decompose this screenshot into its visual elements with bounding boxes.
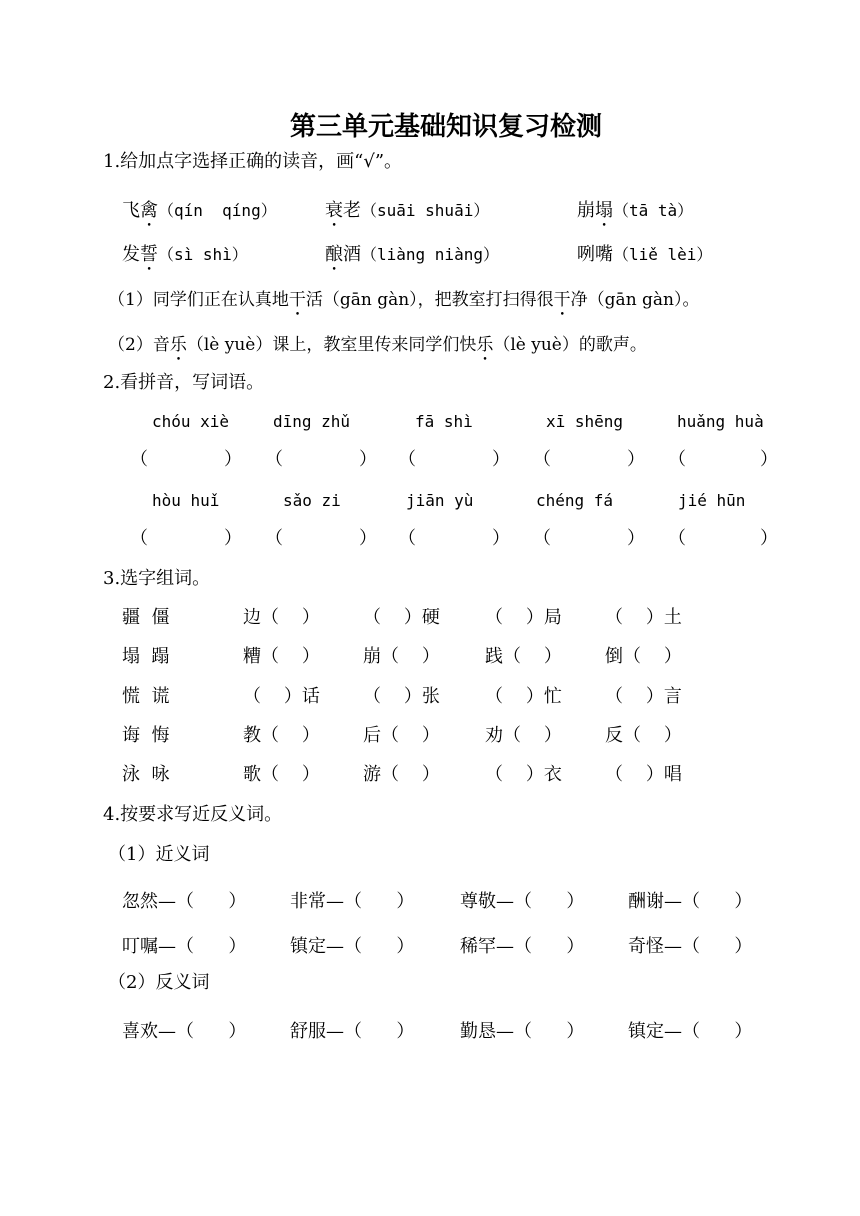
antonym-subheading: （2）反义词 xyxy=(108,972,210,993)
answer-box-open[interactable]: （ xyxy=(130,528,148,549)
pinyin-word: hòu huǐ xyxy=(152,491,220,510)
pinyin-word: huǎng huà xyxy=(677,412,764,431)
word-blank[interactable]: 游（ ） xyxy=(363,764,440,785)
q1-item: 衰老（suāi shuāi） xyxy=(325,200,490,221)
word-blank[interactable]: （ ）言 xyxy=(605,686,682,707)
answer-box-close: ） xyxy=(627,449,645,470)
q1-item: 咧嘴（liě lèi） xyxy=(577,244,713,265)
answer-box-close: ） xyxy=(359,528,377,549)
synonym-blank[interactable]: 非常—（ ） xyxy=(290,891,415,912)
answer-box-close: ） xyxy=(627,528,645,549)
answer-box-open[interactable]: （ xyxy=(533,449,551,470)
answer-box-open[interactable]: （ xyxy=(533,528,551,549)
answer-box-open[interactable]: （ xyxy=(130,449,148,470)
pinyin-word: xī shēng xyxy=(546,412,624,431)
synonym-blank[interactable]: 尊敬—（ ） xyxy=(460,891,585,912)
answer-box-open[interactable]: （ xyxy=(398,449,416,470)
word-blank[interactable]: （ ）衣 xyxy=(485,764,562,785)
answer-box-close: ） xyxy=(359,449,377,470)
q1-sentence-1: （1）同学们正在认真地干活（gān gàn），把教室打扫得很干净（gān gàn）。 xyxy=(108,290,700,310)
answer-box-open[interactable]: （ xyxy=(265,449,283,470)
q2-heading: 2.看拼音，写词语。 xyxy=(103,372,265,393)
word-blank[interactable]: （ ）话 xyxy=(243,686,320,707)
word-blank[interactable]: 践（ ） xyxy=(485,646,562,667)
word-blank[interactable]: （ ）局 xyxy=(485,607,562,628)
synonym-blank[interactable]: 叮嘱—（ ） xyxy=(122,936,247,957)
answer-box-close: ） xyxy=(760,528,778,549)
word-blank[interactable]: （ ）忙 xyxy=(485,686,562,707)
answer-box-open[interactable]: （ xyxy=(668,449,686,470)
synonym-blank[interactable]: 奇怪—（ ） xyxy=(628,936,753,957)
word-blank[interactable]: 边（ ） xyxy=(243,607,320,628)
pinyin-word: dīng zhǔ xyxy=(273,412,351,431)
antonym-blank[interactable]: 舒服—（ ） xyxy=(290,1021,415,1042)
synonym-blank[interactable]: 忽然—（ ） xyxy=(122,891,247,912)
answer-box-open[interactable]: （ xyxy=(668,528,686,549)
page-title: 第三单元基础知识复习检测 xyxy=(290,112,603,142)
word-blank[interactable]: （ ）张 xyxy=(363,686,440,707)
answer-box-close: ） xyxy=(224,528,242,549)
word-blank[interactable]: 崩（ ） xyxy=(363,646,440,667)
word-blank[interactable]: （ ）唱 xyxy=(605,764,682,785)
answer-box-open[interactable]: （ xyxy=(265,528,283,549)
synonym-blank[interactable]: 酬谢—（ ） xyxy=(628,891,753,912)
answer-box-close: ） xyxy=(224,449,242,470)
q1-sentence-2: （2）音乐（lè yuè）课上，教室里传来同学们快乐（lè yuè）的歌声。 xyxy=(108,335,647,355)
q3-heading: 3.选字组词。 xyxy=(103,568,211,589)
word-blank[interactable]: 反（ ） xyxy=(605,725,682,746)
char-pair: 塌 蹋 xyxy=(122,646,170,667)
pinyin-word: jiān yù xyxy=(406,491,474,510)
synonym-blank[interactable]: 稀罕—（ ） xyxy=(460,936,585,957)
q1-item: 发誓（sì shì） xyxy=(122,244,248,265)
char-pair: 泳 咏 xyxy=(122,764,170,785)
word-blank[interactable]: 教（ ） xyxy=(243,725,320,746)
char-pair: 诲 悔 xyxy=(122,725,170,746)
word-blank[interactable]: 歌（ ） xyxy=(243,764,320,785)
pinyin-word: chéng fá xyxy=(536,491,614,510)
antonym-blank[interactable]: 喜欢—（ ） xyxy=(122,1021,247,1042)
pinyin-word: sǎo zi xyxy=(283,491,341,510)
char-pair: 疆 僵 xyxy=(122,607,170,628)
pinyin-word: fā shì xyxy=(415,412,473,431)
q1-item: 飞禽（qín qíng） xyxy=(122,200,277,221)
word-blank[interactable]: 糟（ ） xyxy=(243,646,320,667)
q1-heading: 1.给加点字选择正确的读音，画“√”。 xyxy=(103,151,403,172)
pinyin-word: jié hūn xyxy=(678,491,746,510)
answer-box-open[interactable]: （ xyxy=(398,528,416,549)
q1-item: 崩塌（tā tà） xyxy=(577,200,694,221)
word-blank[interactable]: 倒（ ） xyxy=(605,646,682,667)
answer-box-close: ） xyxy=(492,528,510,549)
antonym-blank[interactable]: 镇定—（ ） xyxy=(628,1021,753,1042)
word-blank[interactable]: （ ）硬 xyxy=(363,607,440,628)
answer-box-close: ） xyxy=(492,449,510,470)
antonym-blank[interactable]: 勤恳—（ ） xyxy=(460,1021,585,1042)
word-blank[interactable]: （ ）土 xyxy=(605,607,682,628)
answer-box-close: ） xyxy=(760,449,778,470)
synonym-subheading: （1）近义词 xyxy=(108,844,210,865)
word-blank[interactable]: 后（ ） xyxy=(363,725,440,746)
pinyin-word: chóu xiè xyxy=(152,412,230,431)
char-pair: 慌 谎 xyxy=(122,686,170,707)
synonym-blank[interactable]: 镇定—（ ） xyxy=(290,936,415,957)
q4-heading: 4.按要求写近反义词。 xyxy=(103,804,283,825)
q1-item: 酿酒（liàng niàng） xyxy=(325,244,499,265)
word-blank[interactable]: 劝（ ） xyxy=(485,725,562,746)
